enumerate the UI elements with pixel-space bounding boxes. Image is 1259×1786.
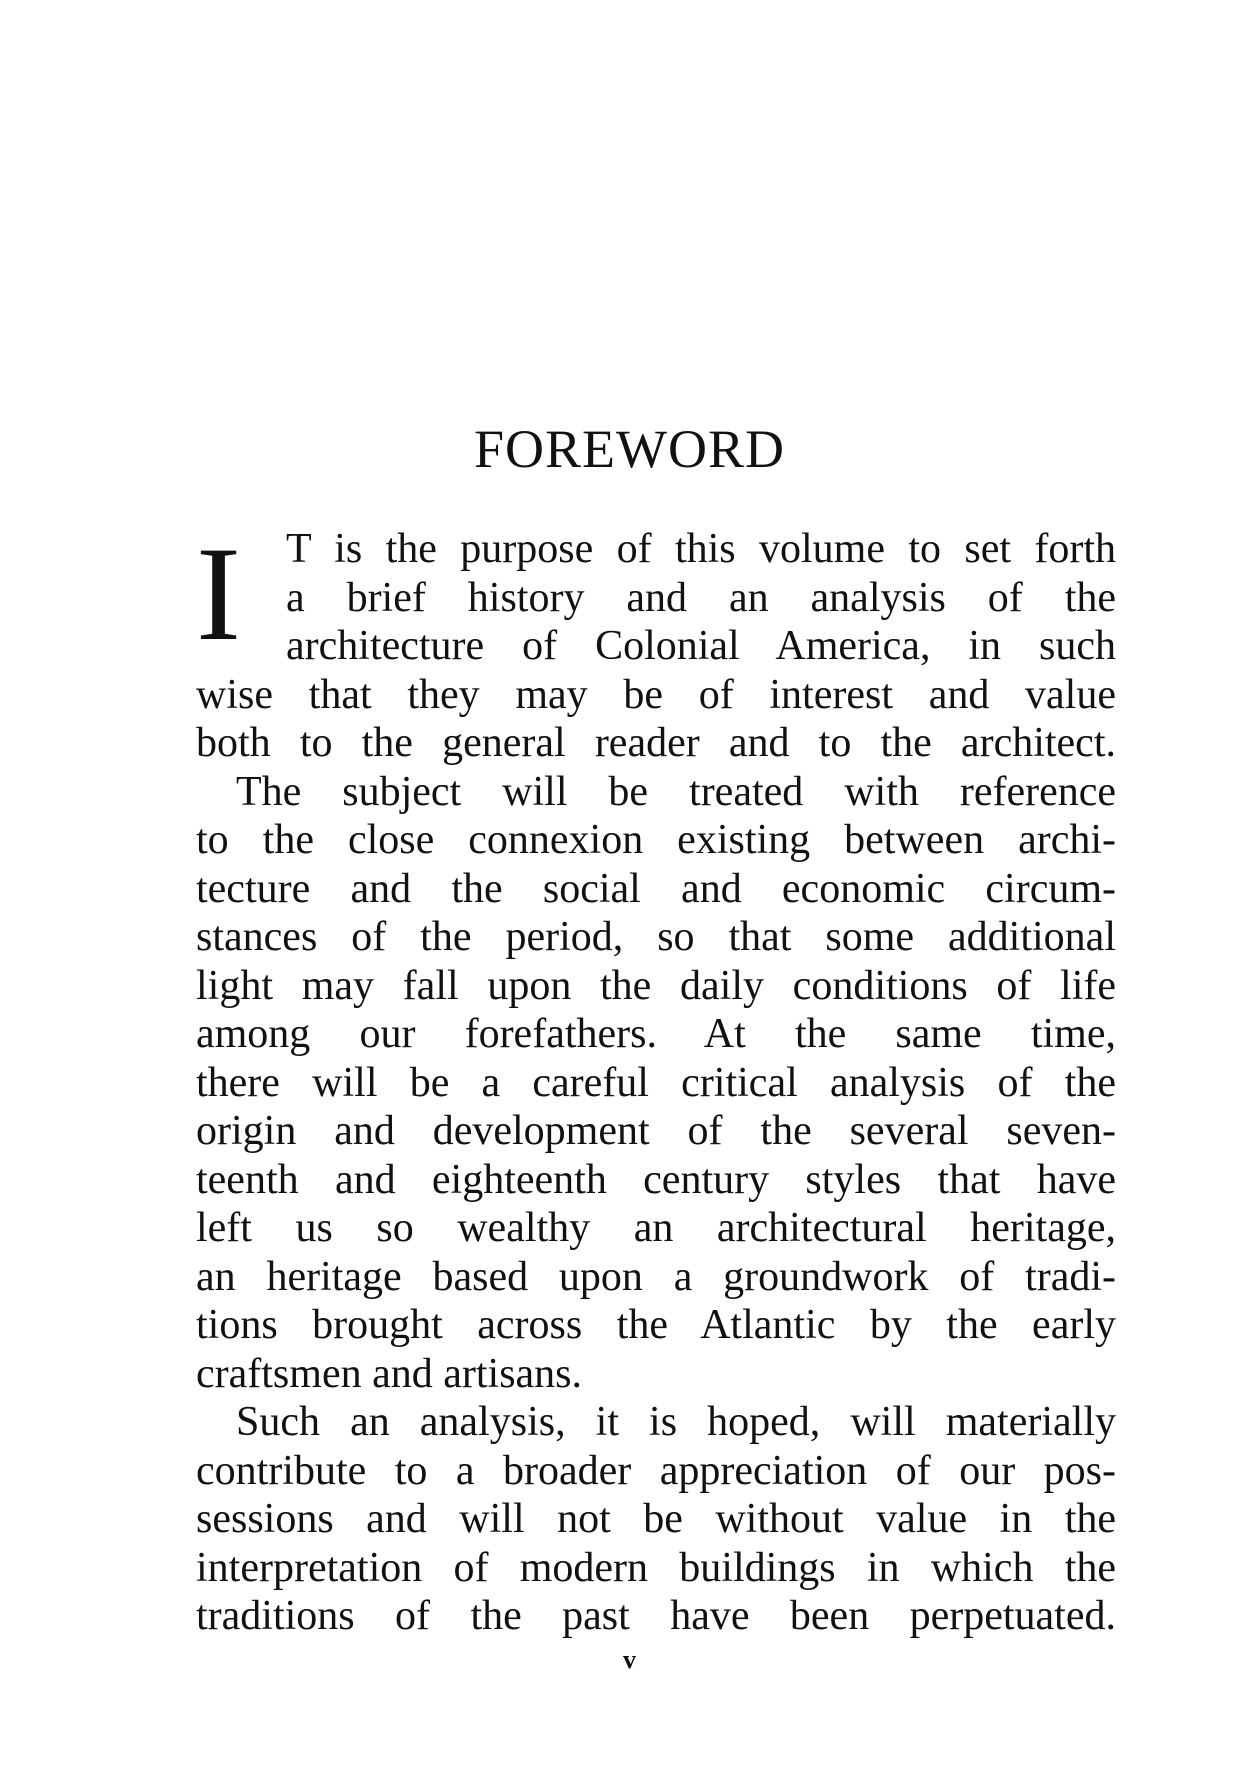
text-line: stances of the period, so that some additional — [196, 914, 1116, 960]
paragraph-2 — [196, 768, 1116, 1399]
text-line: there will be a careful critical analysis of the — [196, 1059, 1116, 1106]
text-line: teenth and eighteenth century styles that have — [196, 1156, 1116, 1203]
text-line: The subject will be treated with reference — [236, 768, 1116, 815]
text-line: an heritage based upon a groundwork of tradi- — [196, 1253, 1116, 1300]
text-line: architecture of Colonial America, in such — [286, 623, 1116, 669]
text-line: traditions of the past have been perpetuated. — [196, 1593, 1116, 1639]
text-line: a brief history and an analysis of the — [286, 574, 1116, 621]
text-line: light may fall upon the daily conditions of life — [196, 962, 1116, 1009]
text-line: Such an analysis, it is hoped, will materially — [236, 1399, 1116, 1445]
page-title: FOREWORD — [473, 419, 785, 479]
text-line: origin and development of the several seven- — [196, 1108, 1116, 1154]
text-line: wise that they may be of interest and value — [196, 671, 1116, 718]
foreword-body — [196, 520, 1116, 1641]
text-line: among our forefathers. At the same time, — [196, 1011, 1116, 1057]
page-number: v — [623, 1645, 636, 1674]
drop-cap: I — [196, 520, 241, 669]
text-line: contribute to a broader appreciation of our pos- — [196, 1447, 1116, 1494]
text-line: tecture and the social and economic circum- — [196, 865, 1116, 912]
text-line: to the close connexion existing between archi- — [196, 817, 1116, 863]
paragraph-3 — [196, 1398, 1116, 1641]
text-line: T is the purpose of this volume to set forth — [286, 526, 1116, 572]
text-line: left us so wealthy an architectural heritage, — [196, 1205, 1116, 1251]
text-line: craftsmen and artisans. — [196, 1350, 583, 1397]
text-line: interpretation of modern buildings in which the — [196, 1544, 1116, 1591]
text-line: sessions and will not be without value in the — [196, 1496, 1116, 1542]
text-line: tions brought across the Atlantic by the early — [196, 1302, 1116, 1348]
paragraph-1 — [196, 520, 1116, 768]
text-line: both to the general reader and to the architect. — [196, 720, 1116, 766]
